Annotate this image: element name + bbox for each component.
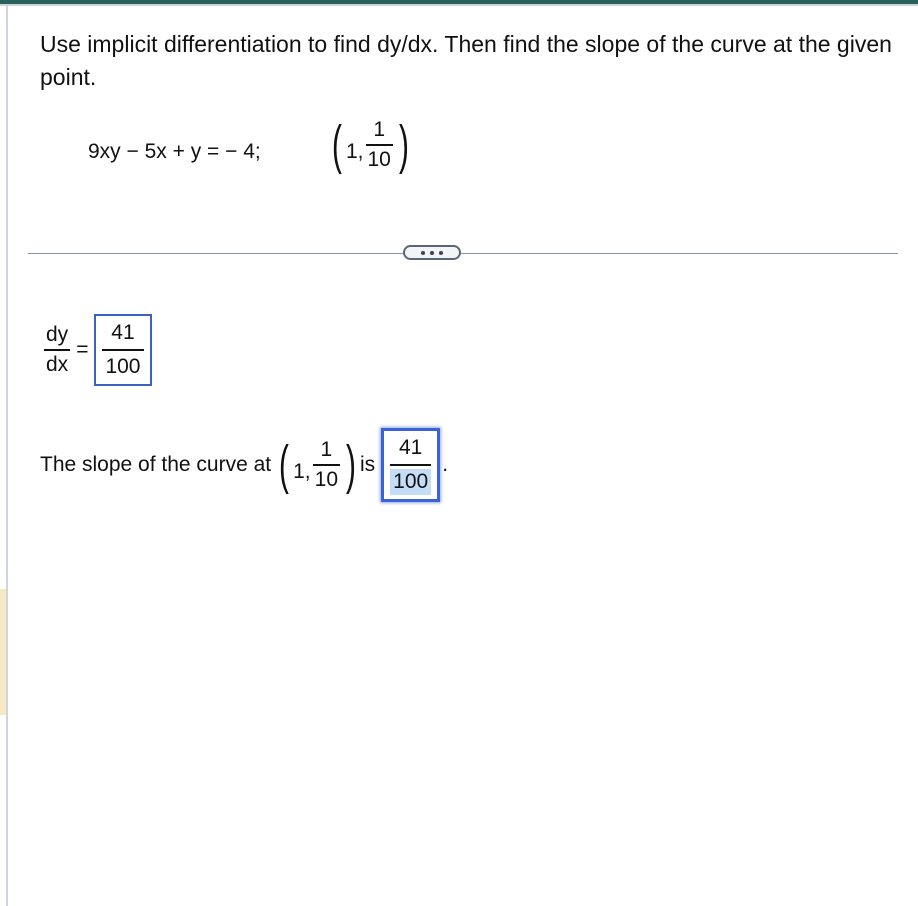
- slope-answer-field[interactable]: [381, 428, 440, 502]
- left-paren: (: [279, 435, 290, 495]
- point-x: 1,: [345, 140, 364, 163]
- point-y-fraction: [366, 118, 393, 172]
- left-rule: [6, 6, 8, 906]
- point-y-fraction: [313, 438, 340, 492]
- slope-answer-numerator[interactable]: 41: [399, 436, 423, 459]
- question-prompt: Use implicit differentiation to find dy/dx. Then find the slope of the curve at the given point.: [40, 31, 892, 90]
- fraction-bar: [102, 349, 143, 351]
- more-options-button[interactable]: [403, 245, 461, 260]
- right-paren: ): [346, 435, 356, 495]
- point-y-denominator: 10: [314, 468, 338, 491]
- point-x: 1,: [293, 460, 311, 483]
- dx-label: dx: [46, 353, 69, 376]
- point-y-numerator: 1: [373, 118, 386, 141]
- top-bar-underline: [0, 4, 918, 6]
- fraction-bar: [366, 144, 393, 146]
- dy-label: dy: [46, 323, 69, 346]
- left-marker: [0, 589, 6, 715]
- ellipsis-icon: [421, 251, 425, 255]
- equation: [88, 140, 261, 164]
- derivative-answer-numerator[interactable]: 41: [111, 321, 135, 344]
- right-paren: ): [398, 115, 409, 175]
- fraction-bar: [390, 464, 431, 466]
- slope-prefix-text: The slope of the curve at: [40, 453, 272, 476]
- section-divider: [28, 253, 898, 254]
- ellipsis-icon: [430, 251, 434, 255]
- point-y-denominator: 10: [367, 148, 391, 171]
- given-point: [328, 115, 413, 175]
- point-y-numerator: 1: [320, 438, 333, 461]
- ellipsis-icon: [439, 251, 443, 255]
- fraction-bar: [44, 349, 70, 351]
- is-label: is: [359, 453, 376, 476]
- slope-answer-row: [40, 428, 448, 502]
- slope-answer-denominator[interactable]: 100: [390, 469, 431, 495]
- dy-dx-fraction: [44, 323, 70, 377]
- equals-sign: =: [76, 338, 89, 361]
- equation-expression: 9xy − 5x + y = − 4;: [88, 140, 261, 163]
- period: .: [442, 453, 449, 476]
- derivative-answer-row: [42, 314, 152, 386]
- derivative-answer-field[interactable]: [94, 314, 151, 386]
- derivative-answer-denominator[interactable]: 100: [105, 355, 141, 378]
- fraction-bar: [313, 464, 340, 466]
- left-paren: (: [332, 115, 342, 175]
